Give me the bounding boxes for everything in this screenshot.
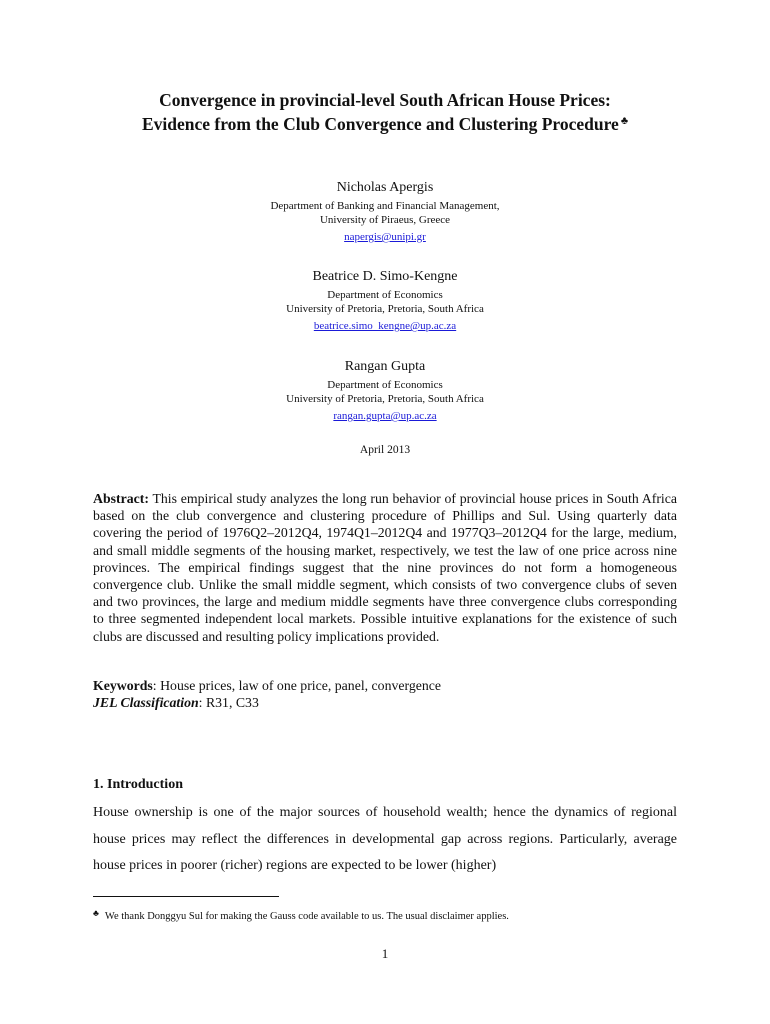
author-email-link[interactable]: rangan.gupta@up.ac.za — [333, 410, 437, 422]
footnote — [93, 906, 693, 924]
author-affiliation-line-2: University of Pretoria, Pretoria, South Africa — [286, 303, 484, 315]
author-affiliation-line-1: Department of Banking and Financial Management, — [270, 200, 500, 212]
author-email-link[interactable]: beatrice.simo_kengne@up.ac.za — [313, 320, 457, 332]
author-affiliation-line-2: University of Pretoria, Pretoria, South Africa — [286, 393, 484, 405]
author-affiliation-line-1: Department of Economics — [327, 289, 443, 301]
jel-classification-line — [93, 694, 683, 711]
keywords-text: : House prices, law of one price, panel, convergence — [152, 678, 442, 693]
jel-text: : R31, C33 — [198, 695, 259, 710]
publication-date: April 2013 — [359, 444, 411, 456]
abstract-label: Abstract: — [93, 491, 149, 506]
keywords-label: Keywords — [93, 678, 153, 693]
page-number: 1 — [381, 946, 389, 961]
abstract-text: This empirical study analyzes the long run behavior of provincial house prices in South Africa based on the club convergence and clustering procedure of Phillips and Sul. Using quarterly data covering the period of 1976Q2–2012Q4, 1974Q1–2012Q4 and 1977Q3–2012Q4 for the large, medium, and small middle segments of the housing market, respectively, we test the law of one price across nine provinces. The empirical findings suggest that the nine provinces do not form a homogeneous convergence club. Unlike the small middle segment, which consists of two convergence clubs of seven and two provinces, the large and medium middle segments have three convergence clubs corresponding to three segmented independent local markets. Possible intuitive explanations for the existence of such clubs are discussed and resulting policy implications provided. — [93, 491, 677, 644]
paper-title-line-2 — [60, 110, 710, 135]
author-name: Beatrice D. Simo-Kengne — [312, 269, 458, 284]
author-email-link[interactable]: napergis@unipi.gr — [344, 231, 426, 243]
paper-title-line-1 — [60, 89, 710, 111]
abstract-paragraph — [93, 490, 677, 645]
title-footnote-mark[interactable]: ♣ — [620, 115, 629, 127]
author-block-3 — [150, 358, 620, 424]
author-name: Rangan Gupta — [344, 359, 426, 374]
title-line-1-text: Convergence in provincial-level South African House Prices: — [159, 90, 611, 110]
author-block-2 — [150, 268, 620, 334]
author-name: Nicholas Apergis — [336, 180, 434, 195]
author-block-1 — [150, 179, 620, 245]
footnote-divider — [93, 896, 279, 897]
author-affiliation-line-1: Department of Economics — [327, 379, 443, 391]
author-affiliation-line-2: University of Piraeus, Greece — [319, 214, 451, 226]
introduction-paragraph: House ownership is one of the major sources of household wealth; hence the dynamics of regional house prices may reflect the differences in developmental gap across regions. Particularly, average house prices in poorer (richer) regions are expected to be lower (higher) — [93, 805, 677, 873]
footnote-mark: ♣ — [93, 908, 99, 918]
keywords-line — [93, 677, 683, 694]
section-heading-introduction: 1. Introduction — [93, 777, 183, 792]
title-line-2-text: Evidence from the Club Convergence and Clustering Procedure — [141, 114, 619, 134]
footnote-text: We thank Donggyu Sul for making the Gauss code available to us. The usual disclaimer applies. — [104, 911, 509, 922]
jel-label: JEL Classification — [93, 695, 199, 710]
